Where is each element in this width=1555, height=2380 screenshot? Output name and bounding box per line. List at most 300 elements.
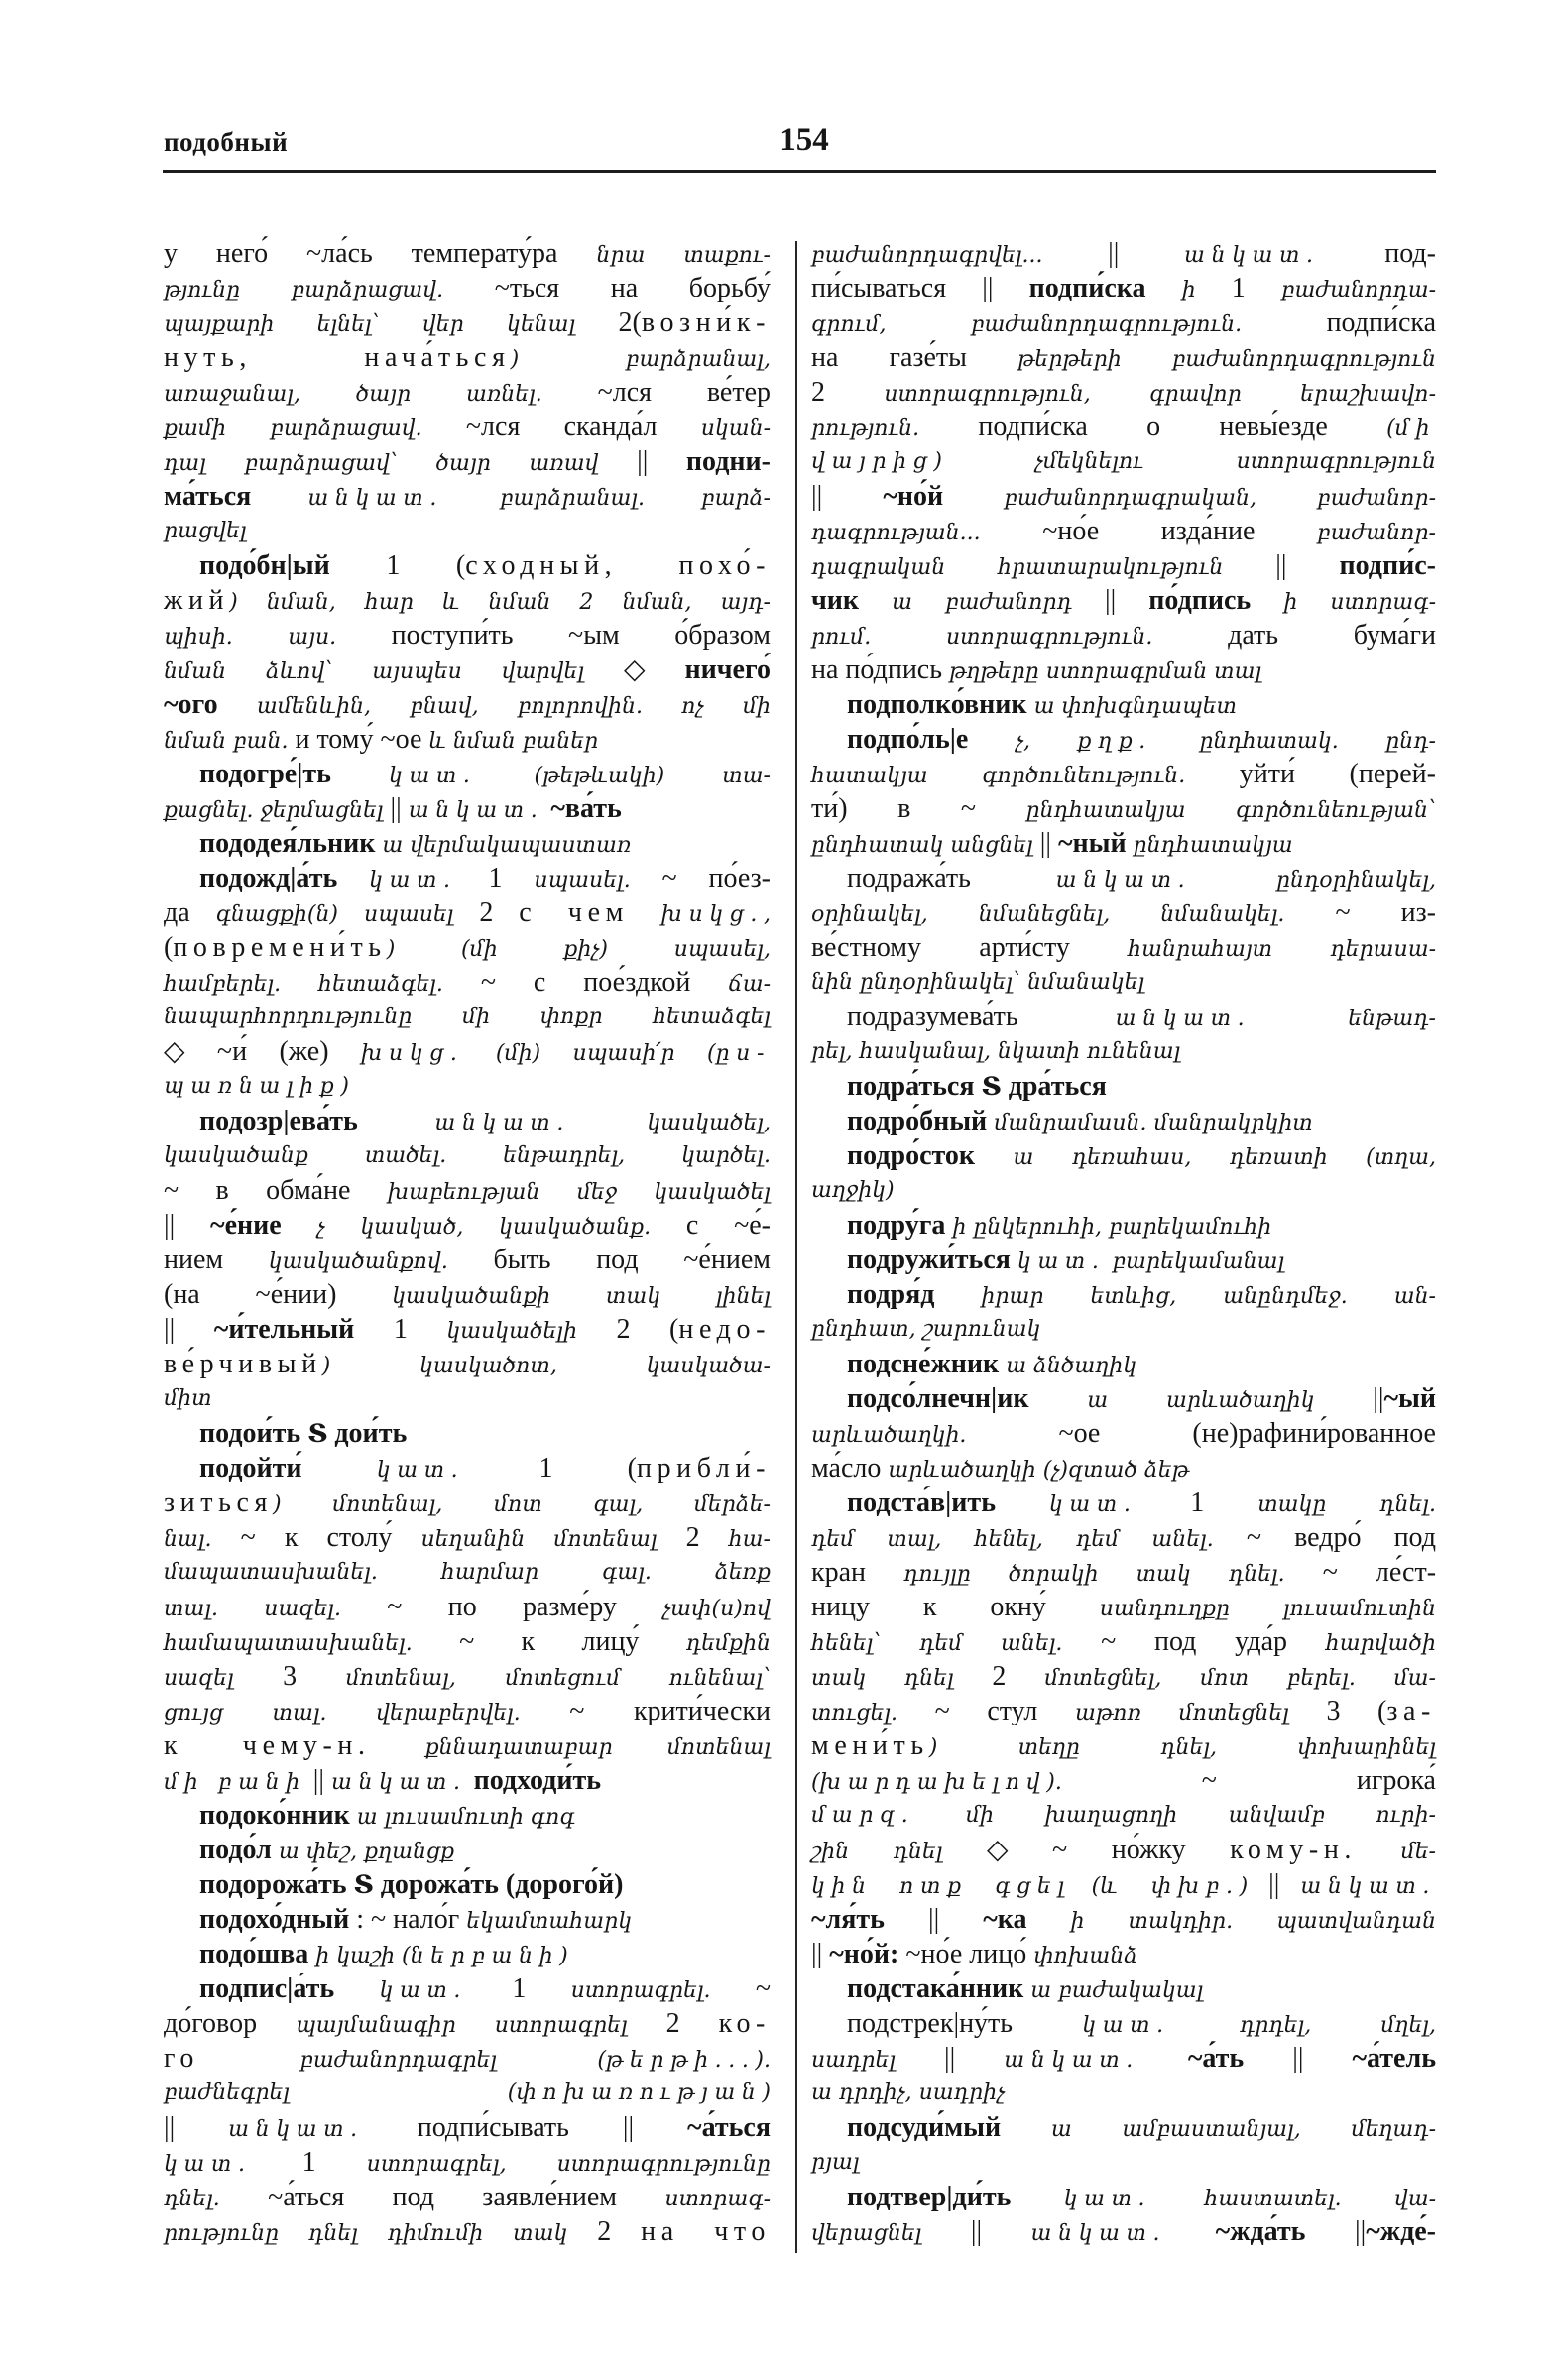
line-content bbox=[164, 1173, 771, 1212]
headword: подо́шва bbox=[199, 1939, 316, 1969]
headword: подои́ть bbox=[199, 1418, 308, 1449]
armenian-translation: մանրամասն. մանրակրկիտ bbox=[994, 1111, 1313, 1135]
armenian-translation: ա փոխգնդապետ bbox=[1033, 694, 1237, 719]
russian-text: с ~е́- bbox=[685, 1210, 771, 1241]
russian-text: ( bbox=[164, 932, 174, 963]
russian-text: 2 bbox=[479, 897, 520, 928]
armenian-translation: ստորագրություն, գրավոր երաշխավո- bbox=[884, 382, 1437, 407]
dictionary-line bbox=[811, 340, 1436, 375]
armenian-translation: դալ բարձրացավ՝ ծայր առավ bbox=[164, 451, 638, 476]
line-content bbox=[811, 444, 1436, 481]
line-content bbox=[164, 1486, 771, 1524]
armenian-translation: բաժանոր- bbox=[1317, 521, 1436, 545]
line-content bbox=[164, 1208, 771, 1247]
armenian-translation: ) բարձրանալ, bbox=[510, 347, 772, 372]
armenian-translation: քննադատաբար մոտենալ bbox=[370, 1735, 772, 1760]
armenian-translation: և նման բաներ bbox=[428, 729, 599, 754]
line-content bbox=[847, 2006, 1436, 2045]
armenian-translation: բաժնեգրել ( bbox=[164, 2081, 517, 2105]
russian-spaced-text: мени́ть bbox=[811, 1730, 929, 1761]
line-content bbox=[164, 722, 598, 761]
header-rule bbox=[163, 170, 1436, 173]
dictionary-line bbox=[811, 410, 1436, 444]
russian-text: ~а́ться под заявле́нием bbox=[268, 2182, 665, 2212]
russian-text: ~лся сканда́л bbox=[465, 412, 701, 442]
line-content bbox=[164, 583, 771, 622]
dictionary-line bbox=[164, 236, 771, 271]
grammar-label: պառնալիք bbox=[164, 1074, 341, 1099]
line-content bbox=[164, 1590, 771, 1628]
line-content bbox=[811, 548, 1436, 587]
line-content bbox=[164, 2214, 771, 2253]
armenian-translation: ա բաժակակալ bbox=[1030, 1978, 1204, 2003]
russian-text: подпи́ска bbox=[1326, 307, 1436, 338]
headword: подорожа́ть bbox=[199, 1869, 354, 1900]
dictionary-line bbox=[164, 1728, 771, 1763]
headword: дои́ть bbox=[327, 1418, 408, 1449]
armenian-translation: ենթադ- bbox=[1251, 1007, 1436, 1031]
line-content bbox=[847, 1381, 1436, 1420]
grammar-label: անկատ. bbox=[408, 798, 544, 823]
dictionary-line bbox=[811, 2076, 1436, 2110]
headword: ничего́ bbox=[684, 654, 771, 685]
line-content bbox=[811, 340, 1436, 379]
dictionary-entry-start-line bbox=[811, 1277, 1436, 1312]
headword: ~ка bbox=[983, 1904, 1071, 1935]
armenian-translation: համապատասխանել. bbox=[164, 1631, 460, 1656]
armenian-translation: դրդել, մղել, bbox=[1169, 2013, 1436, 2038]
armenian-translation: դագրական հրատարակություն bbox=[811, 555, 1276, 580]
russian-text: до́говор bbox=[164, 2008, 297, 2039]
dictionary-line bbox=[811, 1520, 1436, 1555]
headword: ~ого bbox=[164, 689, 257, 720]
russian-text: 2 bbox=[597, 2216, 642, 2247]
armenian-translation: մե- bbox=[1357, 1840, 1436, 1864]
armenian-translation: ) նման, հար և նման 2 նման, այդ- bbox=[229, 590, 771, 615]
headword: ~жда́ть bbox=[1166, 2216, 1355, 2247]
dictionary-line bbox=[811, 479, 1436, 514]
headword: по́дпись bbox=[1148, 585, 1284, 616]
armenian-translation: պայքարի ելնել՝ վեր կենալ bbox=[164, 312, 619, 337]
armenian-translation: պայմանագիր ստորագրել bbox=[296, 2013, 666, 2038]
line-content bbox=[811, 965, 1144, 1002]
headword: подружи́ться bbox=[847, 1245, 1017, 1275]
dictionary-line bbox=[164, 1208, 771, 1243]
line-content bbox=[164, 1763, 601, 1802]
russian-text: у него́ ~ла́сь температу́ра bbox=[164, 238, 597, 269]
line-content bbox=[811, 1590, 1436, 1628]
armenian-translation: մի խաղացողի անվամբ ուրի- bbox=[914, 1803, 1436, 1828]
line-content bbox=[164, 895, 771, 934]
grammar-label: և փխբ. bbox=[1100, 1874, 1240, 1899]
line-content bbox=[164, 2145, 771, 2184]
russian-text: ~ться на борьбу́ bbox=[494, 273, 771, 303]
headword: ма́ться bbox=[164, 481, 308, 512]
dictionary-line bbox=[811, 375, 1436, 410]
grammar-label: թերթի... bbox=[605, 2048, 756, 2073]
line-content bbox=[811, 1798, 1436, 1835]
armenian-translation: բաժանորդագրվել... bbox=[811, 243, 1109, 268]
dictionary-entry-start-line bbox=[164, 548, 771, 583]
line-content bbox=[164, 375, 771, 414]
dictionary-entry-start-line bbox=[164, 861, 771, 895]
russian-text: подпи́сывать || bbox=[363, 2112, 688, 2143]
column-divider bbox=[795, 241, 797, 2253]
russian-text: || bbox=[811, 1939, 830, 1969]
dictionary-line bbox=[164, 1034, 771, 1069]
line-content bbox=[811, 791, 1436, 830]
line-content bbox=[164, 1138, 771, 1175]
dictionary-entry-start-line bbox=[164, 757, 771, 791]
russian-text: ~лся ве́тер bbox=[597, 377, 772, 408]
line-content bbox=[164, 1034, 771, 1073]
dictionary-entry-start-line bbox=[811, 2180, 1436, 2214]
headword: подсо́лнечн|ик bbox=[847, 1383, 1088, 1414]
grammar-label: անկատ. bbox=[1030, 2221, 1167, 2246]
grammar-label: փոխառության bbox=[516, 2081, 763, 2105]
dictionary-entry-start-line bbox=[811, 687, 1436, 722]
dictionary-entry-start-line bbox=[811, 1347, 1436, 1381]
russian-text: под- bbox=[1319, 238, 1436, 269]
armenian-translation: մոտեցնել, մոտ բերել. մա- bbox=[1044, 1666, 1436, 1691]
russian-text: ~ к столу́ bbox=[240, 1522, 421, 1553]
russian-text: || bbox=[637, 446, 686, 477]
russian-text: ~но́е лицо́ bbox=[905, 1939, 1034, 1969]
armenian-translation: րությունը դնել դիմումի տակ bbox=[164, 2221, 598, 2246]
line-content bbox=[847, 1971, 1203, 2010]
russian-text: 2 bbox=[665, 2008, 719, 2039]
headword: подро́бный bbox=[847, 1106, 995, 1136]
russian-text: 1 bbox=[393, 1314, 447, 1345]
headword: подпи́с- bbox=[1339, 550, 1436, 581]
dictionary-line bbox=[164, 444, 771, 479]
dictionary-line bbox=[811, 548, 1436, 583]
line-content bbox=[811, 826, 1293, 865]
dictionary-entry-start-line bbox=[811, 1208, 1436, 1243]
russian-text: ~но́е изда́ние bbox=[1042, 516, 1318, 546]
armenian-translation: ). bbox=[755, 2048, 771, 2073]
dictionary-line bbox=[164, 1277, 771, 1312]
armenian-translation: ընդհատակ. ընդ- bbox=[1151, 729, 1436, 754]
headword: дра́ться bbox=[1001, 1071, 1107, 1102]
headword: ~и́тельный bbox=[213, 1314, 394, 1345]
armenian-translation: սկան- bbox=[700, 416, 772, 441]
armenian-translation: ընդհատ, շարունակ bbox=[811, 1317, 1041, 1342]
russian-text: ницу к окну́ bbox=[811, 1592, 1100, 1622]
dictionary-line bbox=[164, 1138, 771, 1173]
dictionary-line bbox=[164, 687, 771, 722]
dictionary-line bbox=[164, 2076, 771, 2110]
russian-text: ~ к лицу́ bbox=[459, 1626, 686, 1657]
headword: подходи́ть bbox=[466, 1765, 602, 1796]
line-content bbox=[847, 1243, 1284, 1281]
armenian-translation: նին ընդօրինակել՝ նմանակել bbox=[811, 970, 1145, 995]
dictionary-line bbox=[164, 1069, 771, 1104]
dictionary-line bbox=[164, 2180, 771, 2214]
line-content bbox=[164, 1312, 771, 1351]
grammar-label: կատ. bbox=[1048, 1492, 1137, 1517]
line-content bbox=[199, 1971, 771, 2010]
headword: ~ля́ть bbox=[811, 1904, 928, 1935]
grammar-label: խսկց. bbox=[360, 1041, 464, 1066]
line-content bbox=[811, 1034, 1180, 1071]
russian-text: ~ стул bbox=[934, 1696, 1075, 1726]
dictionary-line bbox=[164, 1763, 771, 1798]
dictionary-entry-start-line bbox=[164, 1902, 771, 1937]
headword: ~ный bbox=[1057, 828, 1134, 859]
dictionary-entry-start-line bbox=[164, 1451, 771, 1486]
headword: подсуди́мый bbox=[847, 2112, 1051, 2143]
dictionary-line bbox=[811, 653, 1436, 687]
headword: ~ва́ть bbox=[543, 793, 622, 824]
dictionary-line bbox=[164, 583, 771, 618]
headword: подпи́ска bbox=[1028, 273, 1182, 303]
armenian-translation: ի կաշի ( bbox=[315, 1944, 411, 1968]
russian-text: (на ~е́нии) bbox=[164, 1279, 393, 1310]
dictionary-entry-start-line bbox=[164, 826, 771, 861]
russian-text: || bbox=[1108, 238, 1185, 269]
line-content bbox=[847, 861, 1436, 899]
line-content bbox=[811, 1763, 1436, 1802]
russian-text: да bbox=[164, 897, 216, 928]
russian-spaced-text: возни́к- bbox=[641, 307, 771, 338]
dictionary-line bbox=[164, 1000, 771, 1034]
armenian-translation: կասկածելի bbox=[446, 1319, 617, 1344]
line-content bbox=[199, 548, 771, 587]
line-content bbox=[164, 236, 771, 275]
dictionary-line bbox=[164, 653, 771, 687]
russian-text: дать бума́ги bbox=[1228, 620, 1436, 651]
dictionary-entry-start-line bbox=[811, 1381, 1436, 1416]
dictionary-line bbox=[811, 1034, 1436, 1069]
russian-spaced-text: прибли́- bbox=[637, 1453, 771, 1484]
armenian-translation: ի ստորագ- bbox=[1283, 590, 1437, 615]
armenian-translation: ( bbox=[1386, 416, 1395, 441]
grammar-label: կատ. bbox=[1017, 1250, 1106, 1274]
russian-text: || bbox=[1292, 2043, 1353, 2074]
headword: ~е́ние bbox=[210, 1210, 317, 1241]
grammar-label: անկատ. bbox=[1115, 1007, 1252, 1031]
line-content bbox=[199, 826, 631, 865]
armenian-translation: ) bbox=[559, 1944, 568, 1968]
russian-text: быть под ~е́нием bbox=[493, 1245, 771, 1275]
line-content bbox=[811, 514, 1436, 552]
armenian-translation: ստորագրել. bbox=[570, 1978, 756, 2003]
dictionary-entry-start-line bbox=[811, 861, 1436, 895]
russian-text: || bbox=[164, 2112, 229, 2143]
armenian-translation: ի տակդիր. պատվանդան bbox=[1070, 1909, 1436, 1934]
dictionary-line bbox=[811, 1173, 1436, 1208]
russian-text: 1 bbox=[456, 863, 535, 893]
line-content bbox=[847, 1069, 1107, 1108]
armenian-translation: եկամտահարկ bbox=[466, 1909, 633, 1934]
dictionary-entry-start-line bbox=[164, 1867, 771, 1902]
armenian-translation: արևածաղկի (չ)զտած ձեթ bbox=[888, 1458, 1189, 1483]
grammar-label: անկատ. bbox=[434, 1111, 570, 1135]
dictionary-entry-start-line bbox=[811, 1138, 1436, 1173]
armenian-translation: դեմքին bbox=[685, 1631, 771, 1656]
dictionary-entry-start-line bbox=[164, 1798, 771, 1833]
russian-text: ~ крити́чески bbox=[569, 1696, 771, 1726]
armenian-translation: ա դեռահաս, դեռատի (տղա, bbox=[1013, 1145, 1437, 1170]
line-content bbox=[164, 2180, 771, 2218]
armenian-translation: չափ(ս)ով bbox=[662, 1597, 771, 1621]
russian-text: 1 bbox=[251, 2147, 367, 2178]
armenian-translation: դագրության... bbox=[811, 521, 1043, 545]
armenian-translation: սպասել. bbox=[534, 868, 662, 892]
line-content bbox=[164, 2041, 771, 2080]
russian-text: 3 bbox=[283, 1661, 346, 1692]
armenian-translation: մապատասխանել. հարմար գալ. ձեռք bbox=[164, 1560, 771, 1585]
russian-text: ве́стному арти́сту bbox=[811, 932, 1129, 963]
headword: чик bbox=[811, 585, 893, 616]
russian-text: || bbox=[1104, 585, 1149, 616]
dictionary-line bbox=[164, 965, 771, 1000]
russian-text: || bbox=[1354, 2216, 1367, 2247]
dictionary-line bbox=[811, 1902, 1436, 1937]
line-content bbox=[847, 1277, 1436, 1316]
armenian-translation: ամենևին, բնավ, բոլորովին. ոչ մի bbox=[256, 694, 771, 719]
armenian-translation: չ կասկած, կասկածանք. bbox=[316, 1215, 686, 1240]
russian-text: || bbox=[811, 481, 884, 512]
dictionary-line bbox=[811, 271, 1436, 305]
russian-text: ~ ле́ст- bbox=[1322, 1557, 1437, 1588]
dictionary-line bbox=[811, 1763, 1436, 1798]
russian-text: уйти́ (перей- bbox=[1239, 759, 1436, 789]
headword: ~а́ться bbox=[687, 2112, 772, 2143]
dictionary-line bbox=[164, 1243, 771, 1277]
line-content bbox=[164, 1347, 771, 1385]
russian-text: на газе́ты bbox=[811, 342, 1018, 373]
russian-text: 3 ( bbox=[1326, 1696, 1387, 1726]
line-content bbox=[164, 965, 771, 1004]
russian-text: поступи́ть ~ым о́бразом bbox=[391, 620, 771, 651]
headword: ~а́тель bbox=[1352, 2043, 1437, 2074]
line-content bbox=[811, 1173, 895, 1210]
dictionary-line bbox=[811, 1728, 1436, 1763]
armenian-translation: ճա- bbox=[728, 972, 772, 997]
dictionary-line bbox=[164, 305, 771, 340]
armenian-translation: ) bbox=[340, 1074, 349, 1099]
line-content bbox=[164, 1069, 349, 1106]
line-content bbox=[811, 1694, 1436, 1732]
russian-text: 2 bbox=[685, 1522, 729, 1553]
line-content bbox=[847, 687, 1237, 726]
line-content bbox=[811, 1312, 1040, 1349]
see-reference-mark: Տ bbox=[981, 1072, 1002, 1101]
dictionary-entry-start-line bbox=[811, 1486, 1436, 1520]
dictionary-line bbox=[164, 2041, 771, 2076]
dictionary-line bbox=[811, 1867, 1436, 1902]
dictionary-entry-start-line bbox=[811, 1971, 1436, 2006]
armenian-translation: ընդօրինակել, bbox=[1191, 868, 1436, 892]
russian-text: || bbox=[1039, 828, 1058, 859]
dictionary-line bbox=[811, 583, 1436, 618]
grammar-label: մի բանի bbox=[164, 1770, 306, 1795]
line-content bbox=[811, 1728, 1436, 1767]
russian-text: || bbox=[164, 1314, 214, 1345]
grammar-label: ներբանի bbox=[410, 1944, 560, 1968]
armenian-translation: րել, հասկանալ, նկատի ունենալ bbox=[811, 1039, 1181, 1064]
dictionary-line bbox=[164, 340, 771, 375]
russian-text: 1 ( bbox=[329, 550, 466, 581]
dictionary-entry-start-line bbox=[811, 1104, 1436, 1138]
armenian-translation: թղթերը ստորագրման տալ bbox=[949, 659, 1262, 684]
armenian-translation: արևածաղկի. bbox=[811, 1423, 1059, 1448]
russian-text: подразумева́ть bbox=[847, 1002, 1116, 1032]
grammar-label: կատ. bbox=[388, 764, 477, 788]
headword: подохо́дный bbox=[199, 1904, 350, 1935]
russian-text: 2 bbox=[811, 377, 885, 408]
line-content bbox=[847, 1000, 1436, 1038]
armenian-translation: տակ դնել bbox=[811, 1666, 993, 1691]
line-content bbox=[847, 2180, 1436, 2218]
armenian-translation: ( bbox=[1070, 1874, 1101, 1899]
russian-text: подпи́ска о невы́езде bbox=[978, 412, 1387, 442]
grammar-label: կին ոտք գցել bbox=[811, 1874, 1071, 1899]
grammar-label: մարզ. bbox=[811, 1803, 915, 1828]
grammar-label: կատ. bbox=[379, 1978, 468, 2003]
armenian-translation: րություն. bbox=[811, 416, 979, 441]
dictionary-entry-start-line bbox=[164, 1971, 771, 2006]
armenian-translation: մոտենալ, մոտեցում ունենալ՝ bbox=[345, 1666, 772, 1691]
russian-text: 1 ( bbox=[464, 1453, 637, 1484]
russian-text: ◇ bbox=[623, 654, 685, 685]
line-content bbox=[811, 410, 1436, 448]
dictionary-line bbox=[811, 2214, 1436, 2249]
dictionary-line bbox=[811, 1624, 1436, 1659]
grammar-label: ըս- bbox=[715, 1041, 771, 1066]
armenian-translation: տալ. սազել. bbox=[164, 1597, 388, 1621]
line-content bbox=[811, 1624, 1436, 1663]
dictionary-entry-start-line bbox=[164, 1104, 771, 1138]
line-content bbox=[811, 479, 1436, 518]
line-content bbox=[811, 1937, 1137, 1975]
running-head: подобный bbox=[164, 127, 289, 157]
line-content bbox=[164, 1624, 771, 1663]
line-content bbox=[164, 618, 771, 656]
line-content bbox=[199, 1451, 771, 1489]
armenian-translation: ) տեղը դնել, փոխարինել bbox=[928, 1735, 1436, 1760]
dictionary-line bbox=[811, 826, 1436, 861]
armenian-translation: րում. ստորագրություն. bbox=[811, 625, 1229, 650]
headword: подоко́нник bbox=[199, 1800, 357, 1831]
russian-text: ◇ ~и́ (же) bbox=[164, 1036, 361, 1067]
russian-spaced-text: нуть, нача́ться bbox=[164, 342, 511, 373]
armenian-translation: ). bbox=[1046, 1770, 1202, 1795]
russian-text: ~ из- bbox=[1335, 897, 1436, 928]
armenian-translation: քացնել. ջերմացնել bbox=[164, 798, 391, 823]
armenian-translation: (թեթևակի) տա- bbox=[476, 764, 771, 788]
armenian-translation: ա վերմակապաստառ bbox=[382, 833, 632, 858]
line-content bbox=[811, 236, 1436, 275]
armenian-translation: բարձրանալ. բարձ- bbox=[442, 486, 771, 511]
line-content bbox=[164, 479, 771, 518]
dictionary-line bbox=[164, 1381, 771, 1416]
armenian-translation: քամի բարձրացավ. bbox=[164, 416, 466, 441]
dictionary-line bbox=[164, 791, 771, 826]
line-content bbox=[811, 1520, 1436, 1559]
armenian-translation: վերացնել bbox=[811, 2221, 971, 2246]
line-content bbox=[164, 444, 771, 483]
armenian-translation: միտ bbox=[164, 1386, 212, 1411]
armenian-translation: կասկածանքի տակ լինել bbox=[392, 1284, 772, 1309]
russian-spaced-text: на что bbox=[641, 2216, 771, 2247]
grammar-label: անկատ. bbox=[1055, 868, 1192, 892]
line-content bbox=[199, 861, 771, 899]
armenian-translation: ) (մի քիչ) սպասել, bbox=[386, 937, 771, 962]
russian-spaced-text: кому-н. bbox=[1230, 1835, 1358, 1865]
